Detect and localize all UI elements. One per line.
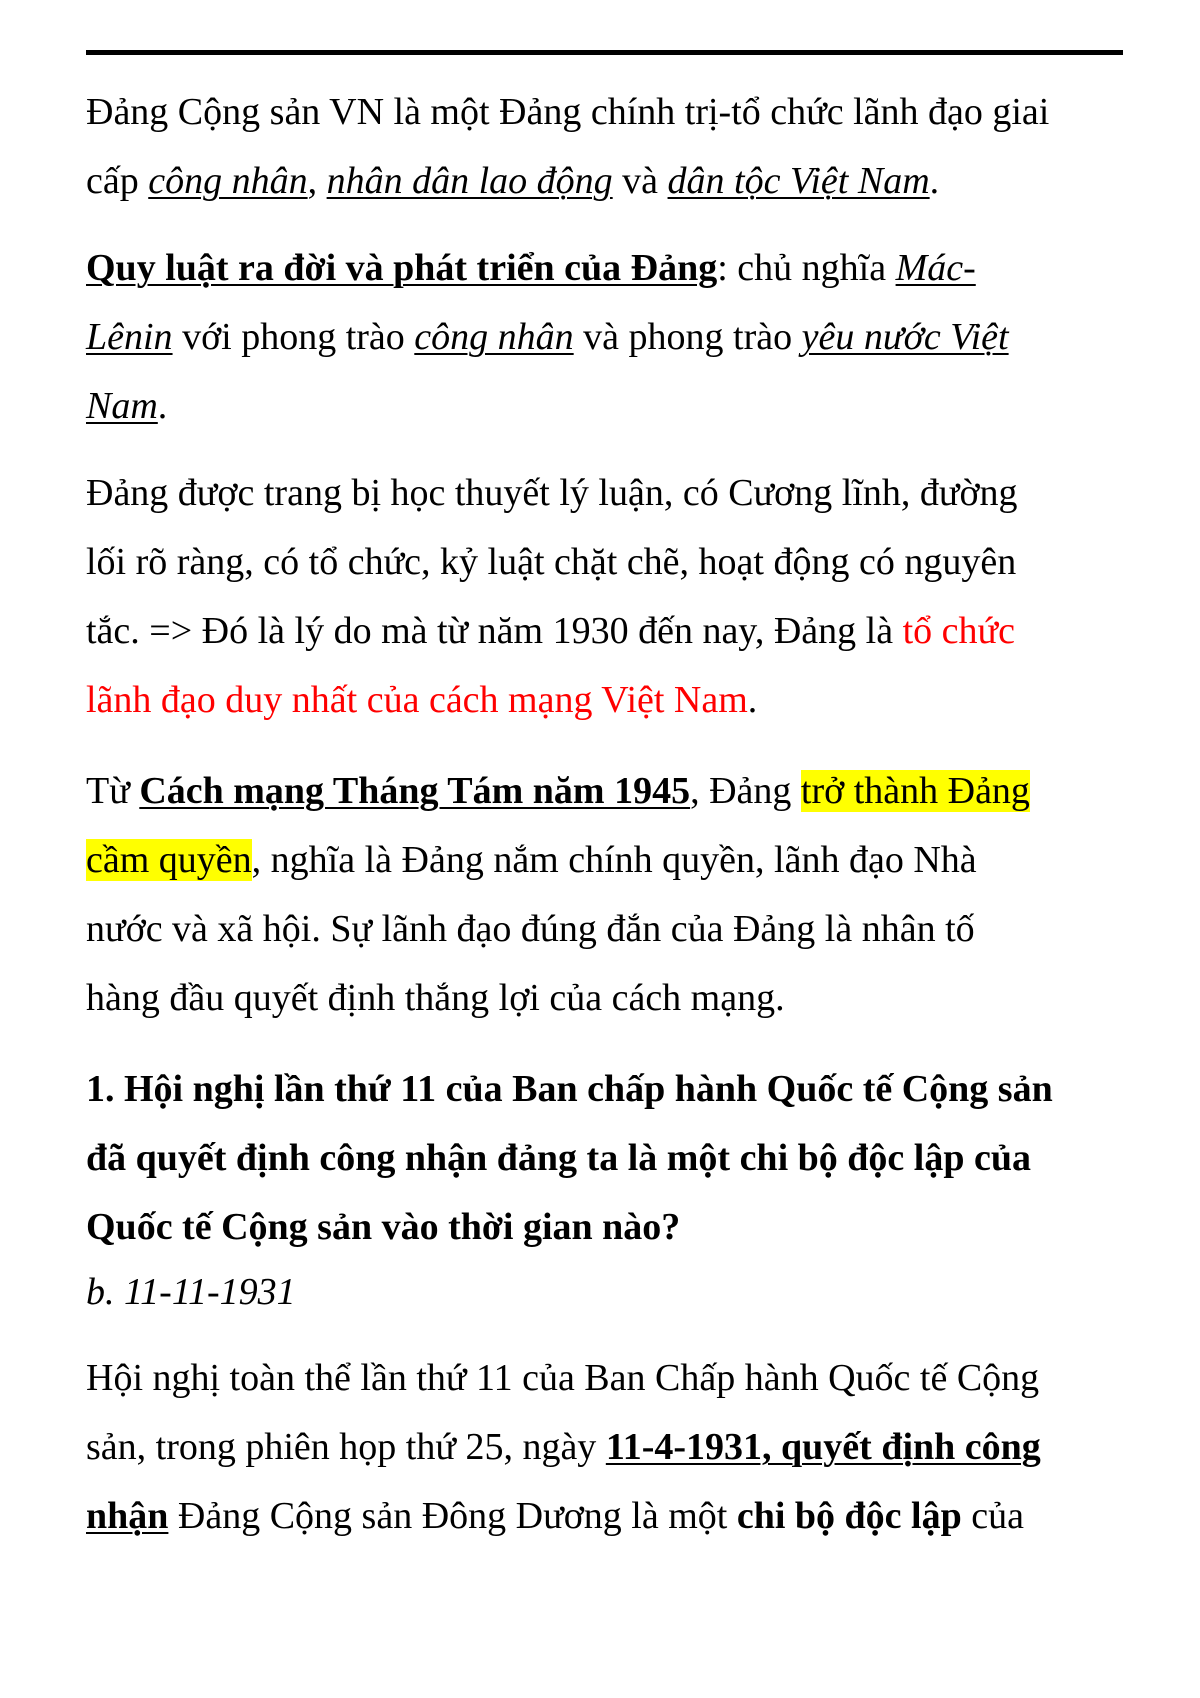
text-run: Đảng Cộng sản VN là một Đảng chính trị-tổ chức lãnh đạo giai: [86, 91, 1050, 133]
question-text: đã quyết định công nhận đảng ta là một chi bộ độc lập của: [86, 1137, 1031, 1179]
text-run: : chủ nghĩa: [717, 247, 896, 289]
text-line: [86, 1344, 1131, 1413]
highlighted-text: trở thành Đảng: [800, 770, 1030, 812]
paragraph-party-definition: [86, 78, 1131, 216]
text-run: của: [961, 1495, 1024, 1537]
paragraph-party-equipment: [86, 459, 1131, 735]
question-line: [86, 1055, 1131, 1124]
paragraph-conference-explanation: [86, 1344, 1131, 1551]
text-run: sản, trong phiên họp thứ 25, ngày: [86, 1426, 606, 1468]
bold-underlined-term: 11-4-1931, quyết định công: [605, 1426, 1041, 1468]
underlined-term: công nhân: [148, 160, 308, 202]
text-run: hàng đầu quyết định thắng lợi của cách mạng.: [86, 977, 785, 1019]
text-run: lối rõ ràng, có tổ chức, kỷ luật chặt chẽ, hoạt động có nguyên: [86, 541, 1017, 583]
text-line: [86, 147, 1131, 216]
text-run: nước và xã hội. Sự lãnh đạo đúng đắn của Đảng là nhân tố: [86, 908, 975, 950]
text-line: [86, 895, 1131, 964]
text-run: Từ: [86, 770, 140, 812]
text-line: [86, 234, 1131, 303]
question-text: Quốc tế Cộng sản vào thời gian nào?: [86, 1206, 681, 1248]
red-emphasis-text: tổ chức: [902, 610, 1015, 652]
text-run: .: [747, 679, 758, 721]
bold-term: chi bộ độc lập: [736, 1495, 962, 1537]
question-text: 1. Hội nghị lần thứ 11 của Ban chấp hành Quốc tế Cộng sản: [86, 1068, 1053, 1110]
text-line: [86, 597, 1131, 666]
text-line: [86, 1413, 1131, 1482]
text-run: .: [157, 385, 168, 427]
text-line: [86, 1482, 1131, 1551]
bold-underlined-term: nhận: [86, 1495, 169, 1537]
bold-underlined-term: Cách mạng Tháng Tám năm 1945: [139, 770, 691, 812]
text-line: [86, 528, 1131, 597]
underlined-term: Lênin: [86, 316, 173, 358]
text-run: với phong trào: [172, 316, 415, 358]
underlined-term: Nam: [86, 385, 158, 427]
text-run: Đảng được trang bị học thuyết lý luận, có Cương lĩnh, đường: [86, 472, 1018, 514]
text-run: và phong trào: [573, 316, 802, 358]
text-run: .: [929, 160, 940, 202]
text-line: [86, 826, 1131, 895]
document-body: [86, 78, 1131, 1551]
text-line: [86, 964, 1131, 1033]
paragraph-formation-law: [86, 234, 1131, 441]
underlined-term: dân tộc Việt Nam: [667, 160, 930, 202]
text-line: [86, 757, 1131, 826]
text-run: Đảng Cộng sản Đông Dương là một: [168, 1495, 737, 1537]
text-run: , nghĩa là Đảng nắm chính quyền, lãnh đạo Nhà: [251, 839, 977, 881]
section-heading: Quy luật ra đời và phát triển của Đảng: [86, 247, 718, 289]
underlined-term: yêu nước Việt: [801, 316, 1009, 358]
underlined-term: công nhân: [414, 316, 574, 358]
text-run: và: [612, 160, 668, 202]
answer-text: b. 11-11-1931: [86, 1271, 296, 1313]
text-run: cấp: [86, 160, 149, 202]
text-line: [86, 303, 1131, 372]
text-run: tắc. => Đó là lý do mà từ năm 1930 đến nay, Đảng là: [86, 610, 903, 652]
text-line: [86, 78, 1131, 147]
text-line: [86, 666, 1131, 735]
text-line: [86, 459, 1131, 528]
question-block: [86, 1055, 1131, 1322]
underlined-term: Mác-: [895, 247, 976, 289]
text-run: , Đảng: [690, 770, 801, 812]
text-run: Hội nghị toàn thể lần thứ 11 của Ban Chấp hành Quốc tế Cộng: [86, 1357, 1040, 1399]
question-line: [86, 1124, 1131, 1193]
question-line: [86, 1193, 1131, 1262]
underlined-term: nhân dân lao động: [326, 160, 613, 202]
top-horizontal-rule: [86, 50, 1123, 55]
paragraph-august-revolution: [86, 757, 1131, 1033]
highlighted-text: cầm quyền: [86, 839, 252, 881]
answer-line: [86, 1262, 1131, 1322]
text-line: [86, 372, 1131, 441]
text-run: ,: [307, 160, 327, 202]
red-emphasis-text: lãnh đạo duy nhất của cách mạng Việt Nam: [86, 679, 748, 721]
